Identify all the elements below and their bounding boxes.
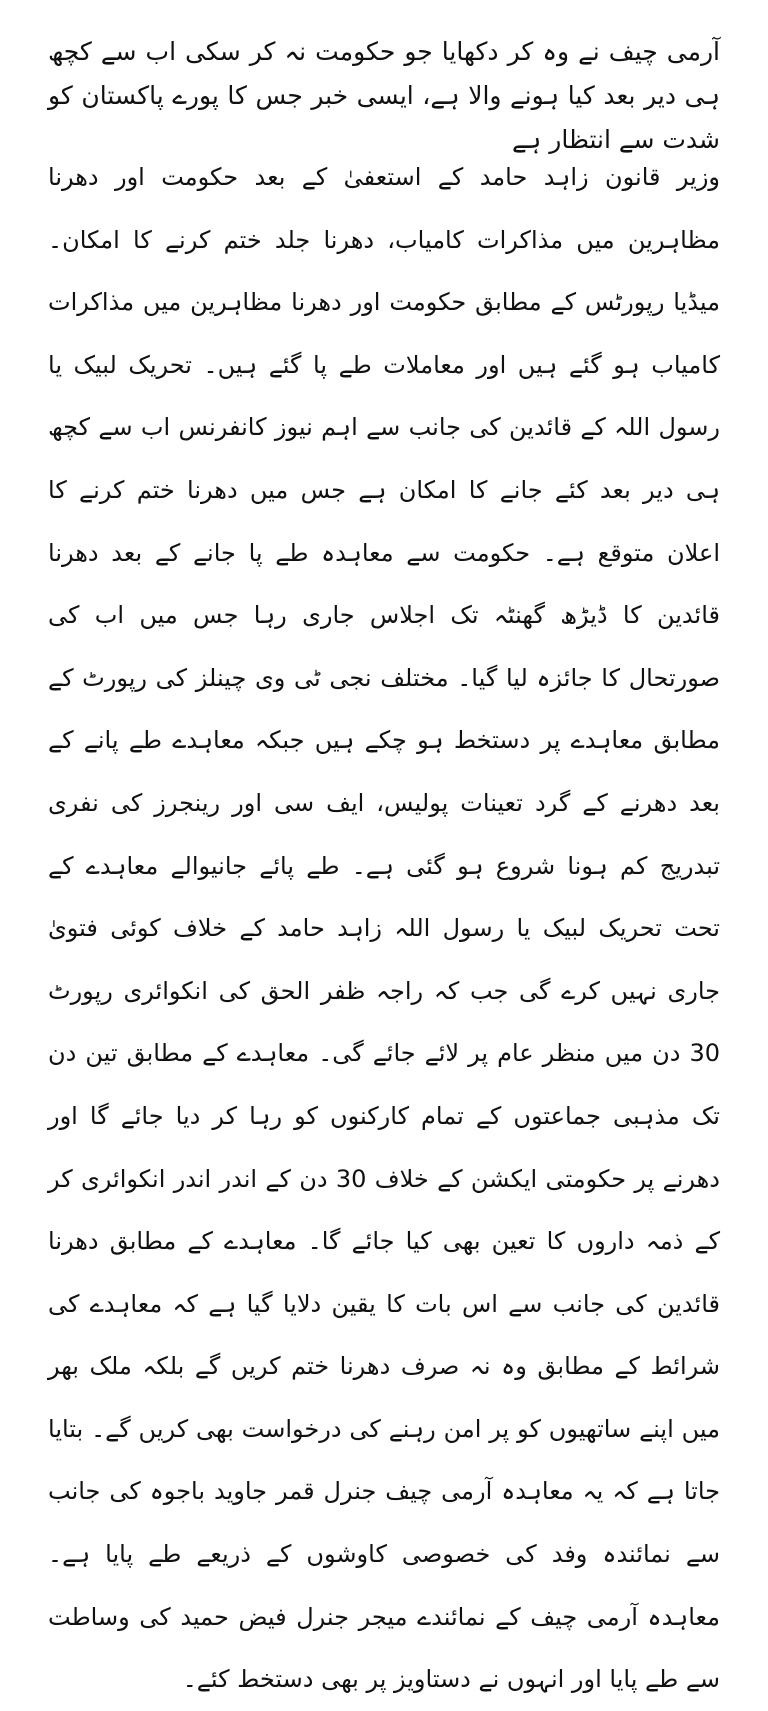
- article-headline: آرمی چیف نے وہ کر دکھایا جو حکومت نہ کر سکی اب سے کچھ ہی دیر بعد کیا ہونے والا ہے، ایسی خبر جس کا پورے پاکستان کو شدت سے انتظار ہے: [48, 37, 720, 154]
- article-body: وزیر قانون زاہد حامد کے استعفیٰ کے بعد حکومت اور دھرنا مظاہرین میں مذاکرات کامیاب، دھرنا جلد ختم کرنے کا امکان۔ میڈیا رپورٹس کے مطابق حکومت اور دھرنا مظاہرین میں مذاکرات کامیاب ہو گئے ہیں اور معاملات طے پا گئے ہیں۔ تحریک لبیک یا رسول اللہ کے قائدین کی جانب سے اہم نیوز کانفرنس اب سے کچھ ہی دیر بعد کئے جانے کا امکان ہے جس میں دھرنا ختم کرنے کا اعلان متوقع ہے۔ حکومت سے معاہدہ طے پا جانے کے بعد دھرنا قائدین کا ڈیڑھ گھنٹہ تک اجلاس جاری رہا جس میں اب کی صورتحال کا جائزہ لیا گیا۔ مختلف نجی ٹی وی چینلز کی رپورٹ کے مطابق معاہدے پر دستخط ہو چکے ہیں جبکہ معاہدے طے پانے کے بعد دھرنے کے گرد تعینات پولیس، ایف سی اور رینجرز کی نفری تبدریج کم ہونا شروع ہو گئی ہے۔ طے پائے جانیوالے معاہدے کے تحت تحریک لبیک یا رسول اللہ زاہد حامد کے خلاف کوئی فتویٰ جاری نہیں کرے گی جب کہ راجہ ظفر الحق کی انکوائری رپورٹ 30 دن میں منظر عام پر لائے جائے گی۔ معاہدے کے مطابق تین دن تک مذہبی جماعتوں کے تمام کارکنوں کو رہا کر دیا جائے گا اور دھرنے پر حکومتی ایکشن کے خلاف 30 دن کے اندر اندر انکوائری کر کے ذمہ داروں کا تعین بھی کیا جائے گا۔ معاہدے کے مطابق دھرنا قائدین کی جانب سے اس بات کا یقین دلایا گیا ہے کہ معاہدے کی شرائط کے مطابق وہ نہ صرف دھرنا ختم کریں گے بلکہ ملک بھر میں اپنے ساتھیوں کو پر امن رہنے کی درخواست بھی کریں گے۔ بتایا جاتا ہے کہ یہ معاہدہ آرمی چیف جنرل قمر جاوید باجوہ کی جانب سے نمائندہ وفد کی خصوصی کاوشوں کے ذریعے طے پایا ہے۔ معاہدہ آرمی چیف کے نمائندے میجر جنرل فیض حمید کی وساطت سے طے پایا اور انہوں نے دستاویز پر بھی دستخط کئے۔: [48, 163, 720, 1694]
